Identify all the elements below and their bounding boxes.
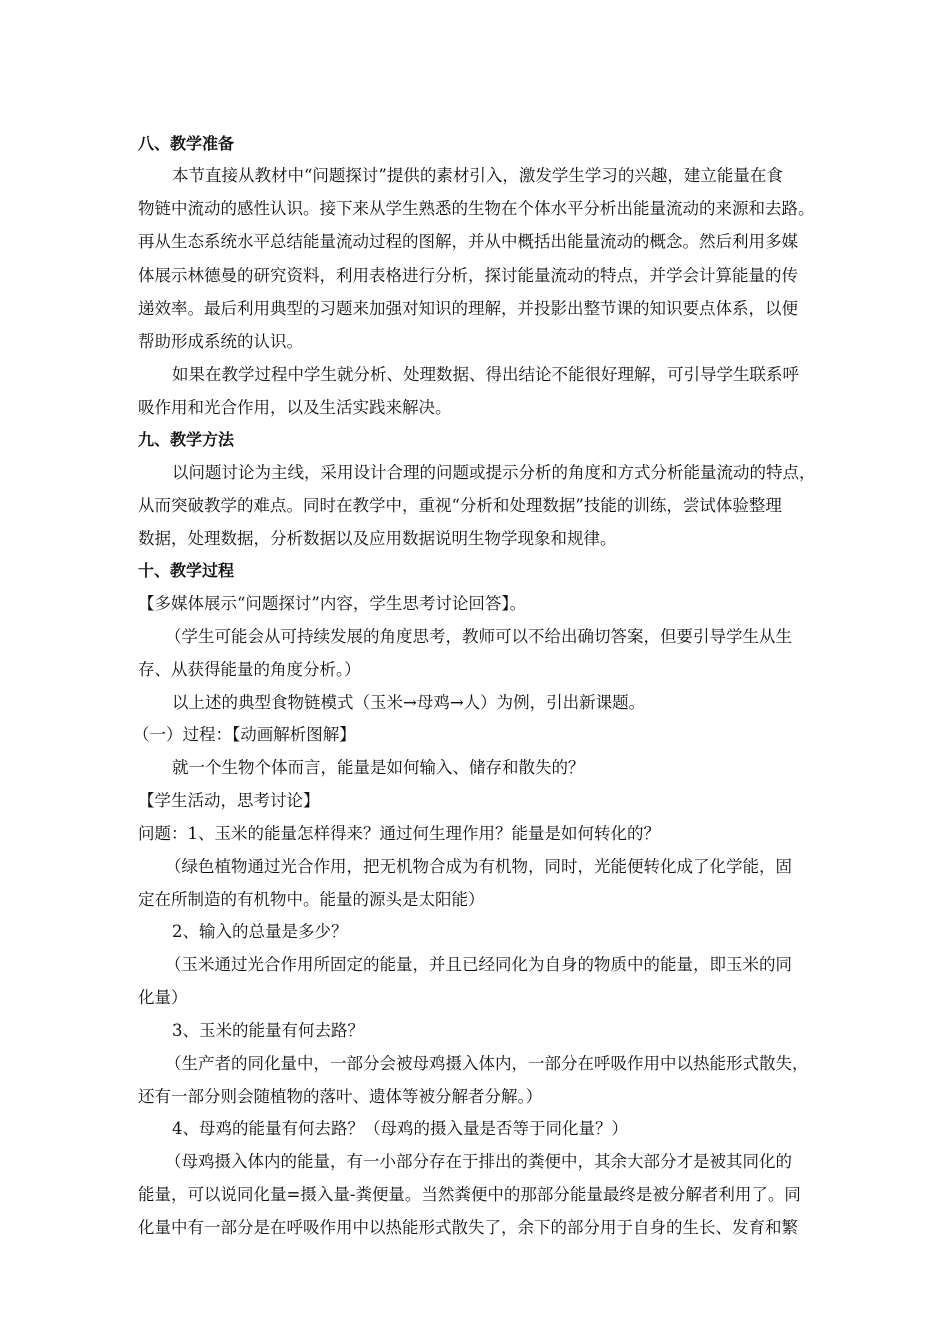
paragraph-line: 递效率。最后利用典型的习题来加强对知识的理解，并投影出整节课的知识要点体系，以便 xyxy=(138,299,798,318)
question-line: 3、玉米的能量有何去路？ xyxy=(172,1021,364,1040)
paragraph-line: 【学生活动，思考讨论】 xyxy=(138,791,320,810)
answer-line: 化量中有一部分是在呼吸作用中以热能形式散失了，余下的部分用于自身的生长、发育和繁 xyxy=(138,1218,798,1237)
paragraph-line: 以问题讨论为主线，采用设计合理的问题或提示分析的角度和方式分析能量流动的特点， xyxy=(172,463,816,482)
answer-line: 化量） xyxy=(138,988,188,1007)
question-line: 2、输入的总量是多少？ xyxy=(172,922,348,941)
section-heading-9: 九、教学方法 xyxy=(138,430,235,449)
question-line: 问题：1、玉米的能量怎样得来？通过何生理作用？能量是如何转化的？ xyxy=(138,824,660,843)
paragraph-line: 存、从获得能量的角度分析。） xyxy=(138,660,361,679)
paragraph-line: 数据，处理数据，分析数据以及应用数据说明生物学现象和规律。 xyxy=(138,529,617,548)
section-heading-10: 十、教学过程 xyxy=(138,561,235,580)
paragraph-line: 就一个生物个体而言，能量是如何输入、储存和散失的？ xyxy=(172,758,585,777)
paragraph-line: 物链中流动的感性认识。接下来从学生熟悉的生物在个体水平分析出能量流动的来源和去路。 xyxy=(138,199,815,218)
paragraph-line: 再从生态系统水平总结能量流动过程的图解，并从中概括出能量流动的概念。然后利用多媒 xyxy=(138,232,798,251)
answer-line: 定在所制造的有机物中。能量的源头是太阳能） xyxy=(138,890,485,909)
answer-line: （母鸡摄入体内的能量，有一小部分存在于排出的粪便中，其余大部分才是被其同化的 xyxy=(165,1152,792,1171)
paragraph-line: 如果在教学过程中学生就分析、处理数据、得出结论不能很好理解，可引导学生联系呼 xyxy=(172,365,799,384)
section-heading-8: 八、教学准备 xyxy=(138,134,235,153)
paragraph-line: 帮助形成系统的认识。 xyxy=(138,332,303,351)
answer-line: （玉米通过光合作用所固定的能量，并且已经同化为自身的物质中的能量，即玉米的同 xyxy=(165,955,792,974)
paragraph-line: （学生可能会从可持续发展的角度思考，教师可以不给出确切答案，但要引导学生从生 xyxy=(165,627,792,646)
answer-line: （绿色植物通过光合作用，把无机物合成为有机物，同时，光能便转化成了化学能，固 xyxy=(165,857,792,876)
answer-line: 还有一部分则会随植物的落叶、遗体等被分解者分解。） xyxy=(138,1087,543,1106)
paragraph-line: 体展示林德曼的研究资料，利用表格进行分析，探讨能量流动的特点，并学会计算能量的传 xyxy=(138,266,798,285)
answer-line: （生产者的同化量中，一部分会被母鸡摄入体内，一部分在呼吸作用中以热能形式散失， xyxy=(165,1054,809,1073)
paragraph-line: 吸作用和光合作用，以及生活实践来解决。 xyxy=(138,398,452,417)
paragraph-line: 从而突破教学的难点。同时在教学中，重视“分析和处理数据”技能的训练，尝试体验整理 xyxy=(138,496,782,515)
paragraph-line: 【多媒体展示“问题探讨”内容，学生思考讨论回答】。 xyxy=(138,594,527,613)
subsection-heading: （一）过程：【动画解析图解】 xyxy=(133,725,356,744)
question-line: 4、母鸡的能量有何去路？（母鸡的摄入量是否等于同化量？） xyxy=(172,1119,628,1138)
answer-line: 能量，可以说同化量=摄入量-粪便量。当然粪便中的那部分能量最终是被分解者利用了。同 xyxy=(138,1185,801,1204)
paragraph-line: 本节直接从教材中“问题探讨”提供的素材引入，激发学生学习的兴趣，建立能量在食 xyxy=(172,166,783,185)
paragraph-line: 以上述的典型食物链模式（玉米→母鸡→人）为例，引出新课题。 xyxy=(172,693,646,712)
